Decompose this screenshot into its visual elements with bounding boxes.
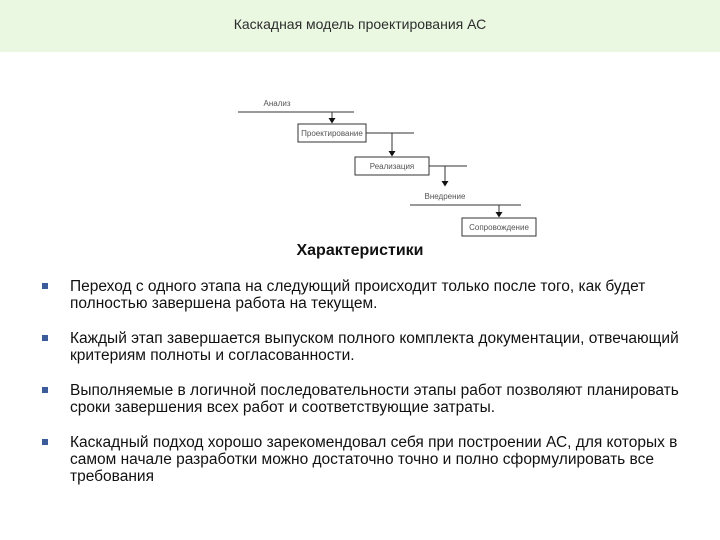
square-bullet-icon: [42, 283, 48, 289]
square-bullet-icon: [42, 439, 48, 445]
list-item-text: Выполняемые в логичной последовательности этапы работ позволяют планировать сроки завершения всех работ и соответствующие затраты.: [70, 382, 679, 416]
arrow-down-icon: [389, 151, 396, 157]
stage-label: Анализ: [263, 99, 291, 108]
stage-label: Внедрение: [424, 192, 466, 201]
slide-title: Каскадная модель проектирования АС: [233, 16, 487, 32]
square-bullet-icon: [42, 335, 48, 341]
stage-label: Реализация: [369, 162, 415, 171]
stage-4: [410, 192, 521, 218]
arrow-down-icon: [329, 118, 336, 124]
stage-3: [355, 157, 467, 187]
list-item-text: Каскадный подход хорошо зарекомендовал себя при построении АС, для которых в самом начале разработки можно достаточно точно и полно сформулировать все требования: [70, 434, 678, 485]
list-item: [42, 382, 692, 416]
stage-layer: [238, 99, 536, 236]
arrow-down-icon: [442, 181, 449, 187]
list-item-text: Переход с одного этапа на следующий происходит только после того, как будет полностью завершена работа на текущем.: [70, 278, 646, 312]
stage-5: [462, 218, 536, 236]
list-item-text: Каждый этап завершается выпуском полного комплекта документации, отвечающий критериям полноты и согласованности.: [70, 330, 679, 364]
waterfall-diagram: [0, 0, 720, 245]
section-heading: Характеристики: [296, 242, 424, 259]
stage-label: Проектирование: [301, 129, 363, 138]
stage-2: [298, 124, 414, 157]
square-bullet-icon: [42, 387, 48, 393]
arrow-down-icon: [496, 212, 503, 218]
list-item: [42, 330, 692, 364]
list-item: [42, 434, 692, 485]
list-item: [42, 278, 692, 312]
characteristics-list: [42, 278, 692, 503]
stage-label: Сопровождение: [469, 223, 529, 232]
stage-1: [238, 99, 354, 124]
